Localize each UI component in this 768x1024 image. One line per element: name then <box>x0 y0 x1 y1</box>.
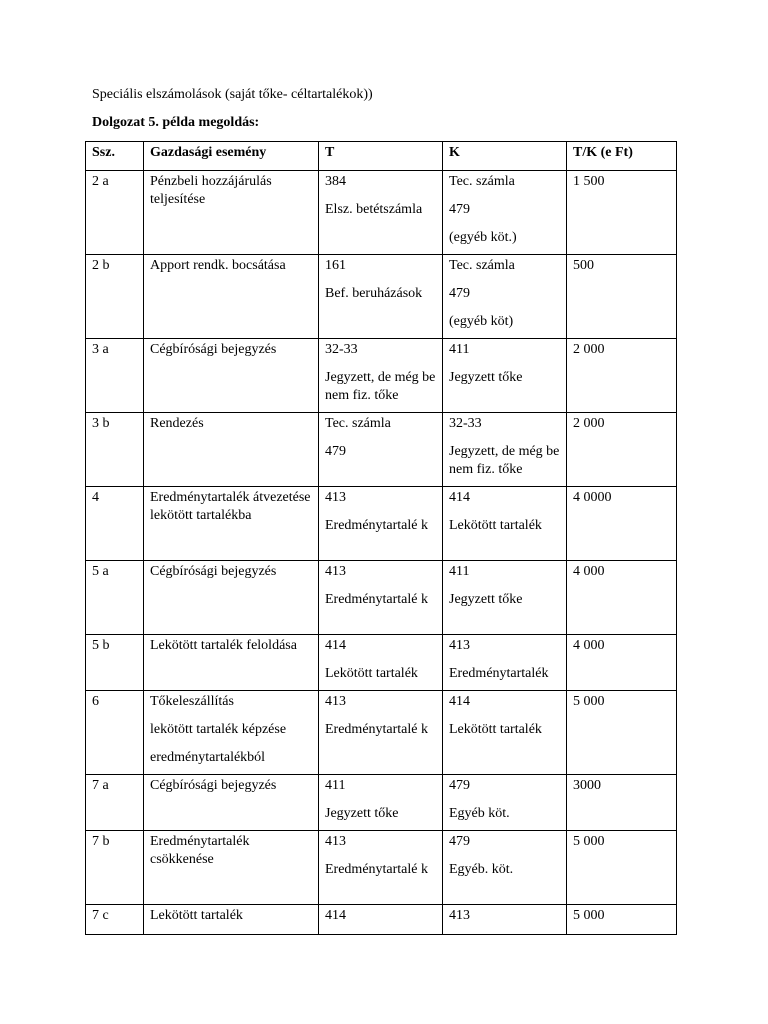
header-debit: T <box>319 142 443 171</box>
cell-debit-line: 411 <box>325 778 346 793</box>
cell-event-line: Rendezés <box>150 416 204 431</box>
table-row <box>86 171 677 255</box>
cell-event-line: lekötött tartalék képzése <box>150 722 287 737</box>
ledger-table <box>85 141 677 935</box>
cell-event <box>144 691 319 775</box>
cell-credit-line: Lekötött tartalék <box>449 518 542 533</box>
cell-debit <box>319 831 443 905</box>
table-row <box>86 775 677 831</box>
cell-credit-line: 479 <box>449 202 470 217</box>
cell-debit-line: 161 <box>325 258 346 273</box>
cell-credit-line: 479 <box>449 286 470 301</box>
table-row <box>86 413 677 487</box>
cell-credit-line: Tec. számla <box>449 174 515 189</box>
cell-credit <box>443 905 567 935</box>
cell-amount: 4 000 <box>567 635 677 691</box>
cell-credit-line: 411 <box>449 564 470 579</box>
cell-debit <box>319 775 443 831</box>
cell-credit-line: Jegyzett, de még be nem fiz. tőke <box>449 444 560 477</box>
cell-event <box>144 561 319 635</box>
cell-debit-line: 32-33 <box>325 342 358 357</box>
cell-credit <box>443 691 567 775</box>
cell-event-line: Eredménytartalék átvezetése lekötött tartalékba <box>150 490 311 523</box>
cell-credit-line: Eredménytartalék <box>449 666 549 681</box>
cell-credit-line: 479 <box>449 834 470 849</box>
cell-debit-line: Lekötött tartalék <box>325 666 418 681</box>
cell-event <box>144 635 319 691</box>
cell-event-line: Pénzbeli hozzájárulás teljesítése <box>150 174 272 207</box>
cell-event-line: eredménytartalékból <box>150 750 266 765</box>
cell-event <box>144 831 319 905</box>
cell-debit <box>319 487 443 561</box>
cell-amount: 5 000 <box>567 691 677 775</box>
cell-ssz: 3 b <box>86 413 144 487</box>
cell-event <box>144 487 319 561</box>
cell-credit <box>443 775 567 831</box>
cell-ssz: 7 c <box>86 905 144 935</box>
cell-debit <box>319 691 443 775</box>
cell-credit <box>443 635 567 691</box>
cell-credit <box>443 413 567 487</box>
cell-debit-line: Tec. számla <box>325 416 391 431</box>
cell-debit-line: Eredménytartalé k <box>325 592 429 607</box>
cell-credit <box>443 487 567 561</box>
cell-debit-line: 413 <box>325 490 346 505</box>
ledger-body <box>86 171 677 935</box>
cell-ssz: 5 a <box>86 561 144 635</box>
document-heading: Speciális elszámolások (saját tőke- céltartalékok)) <box>92 87 373 102</box>
cell-event-line: Cégbírósági bejegyzés <box>150 342 277 357</box>
cell-debit-line: Jegyzett, de még be nem fiz. tőke <box>325 370 436 403</box>
header-credit: K <box>443 142 567 171</box>
cell-event-line: Cégbírósági bejegyzés <box>150 564 277 579</box>
cell-credit-line: Egyéb köt. <box>449 806 510 821</box>
cell-debit <box>319 905 443 935</box>
cell-credit-line: 32-33 <box>449 416 482 431</box>
cell-credit-line: 479 <box>449 778 470 793</box>
cell-amount: 1 500 <box>567 171 677 255</box>
cell-debit-line: 413 <box>325 834 346 849</box>
table-row <box>86 905 677 935</box>
cell-credit-line: Lekötött tartalék <box>449 722 542 737</box>
header-event: Gazdasági esemény <box>144 142 319 171</box>
cell-amount: 5 000 <box>567 905 677 935</box>
cell-credit-line: (egyéb köt) <box>449 314 514 329</box>
cell-ssz: 2 b <box>86 255 144 339</box>
cell-ssz: 7 b <box>86 831 144 905</box>
cell-ssz: 3 a <box>86 339 144 413</box>
cell-debit-line: Jegyzett tőke <box>325 806 399 821</box>
cell-debit-line: 479 <box>325 444 346 459</box>
cell-credit-line: Jegyzett tőke <box>449 592 523 607</box>
cell-credit-line: Egyéb. köt. <box>449 862 514 877</box>
cell-credit <box>443 255 567 339</box>
cell-credit <box>443 339 567 413</box>
cell-credit-line: 414 <box>449 694 470 709</box>
cell-event-line: Tőkeleszállítás <box>150 694 234 709</box>
cell-amount: 5 000 <box>567 831 677 905</box>
header-row <box>86 142 677 171</box>
cell-ssz: 4 <box>86 487 144 561</box>
table-row <box>86 691 677 775</box>
cell-debit-line: 384 <box>325 174 346 189</box>
cell-ssz: 2 a <box>86 171 144 255</box>
cell-credit-line: 413 <box>449 638 470 653</box>
cell-credit-line: Jegyzett tőke <box>449 370 523 385</box>
cell-ssz: 6 <box>86 691 144 775</box>
cell-debit <box>319 635 443 691</box>
table-row <box>86 487 677 561</box>
cell-credit <box>443 561 567 635</box>
table-row <box>86 831 677 905</box>
cell-amount: 2 000 <box>567 339 677 413</box>
cell-debit-line: Elsz. betétszámla <box>325 202 423 217</box>
cell-credit-line: 414 <box>449 490 470 505</box>
cell-amount: 2 000 <box>567 413 677 487</box>
cell-amount: 3000 <box>567 775 677 831</box>
cell-debit-line: Eredménytartalé k <box>325 518 429 533</box>
table-row <box>86 255 677 339</box>
cell-credit-line: 411 <box>449 342 470 357</box>
cell-event <box>144 339 319 413</box>
cell-debit <box>319 561 443 635</box>
cell-debit <box>319 413 443 487</box>
cell-event <box>144 775 319 831</box>
cell-debit-line: 414 <box>325 908 346 923</box>
cell-debit-line: Eredménytartalé k <box>325 722 429 737</box>
cell-event-line: Cégbírósági bejegyzés <box>150 778 277 793</box>
cell-event-line: Eredménytartalék csökkenése <box>150 834 250 867</box>
document-subheading: Dolgozat 5. példa megoldás: <box>92 115 260 130</box>
cell-event <box>144 413 319 487</box>
cell-credit-line: 413 <box>449 908 470 923</box>
cell-amount: 4 000 <box>567 561 677 635</box>
cell-event <box>144 171 319 255</box>
cell-event-line: Apport rendk. bocsátása <box>150 258 286 273</box>
cell-debit-line: 413 <box>325 564 346 579</box>
cell-amount: 4 0000 <box>567 487 677 561</box>
table-row <box>86 339 677 413</box>
cell-debit <box>319 171 443 255</box>
table-row <box>86 635 677 691</box>
cell-event-line: Lekötött tartalék <box>150 908 243 923</box>
cell-ssz: 5 b <box>86 635 144 691</box>
cell-debit-line: Eredménytartalé k <box>325 862 429 877</box>
cell-event <box>144 905 319 935</box>
cell-debit <box>319 339 443 413</box>
cell-amount: 500 <box>567 255 677 339</box>
header-ssz: Ssz. <box>86 142 144 171</box>
cell-debit-line: 413 <box>325 694 346 709</box>
cell-event <box>144 255 319 339</box>
cell-credit <box>443 831 567 905</box>
header-amount: T/K (e Ft) <box>567 142 677 171</box>
cell-credit-line: (egyéb köt.) <box>449 230 517 245</box>
cell-credit <box>443 171 567 255</box>
cell-event-line: Lekötött tartalék feloldása <box>150 638 297 653</box>
cell-debit-line: Bef. beruházások <box>325 286 423 301</box>
cell-ssz: 7 a <box>86 775 144 831</box>
cell-debit <box>319 255 443 339</box>
cell-credit-line: Tec. számla <box>449 258 515 273</box>
cell-debit-line: 414 <box>325 638 346 653</box>
table-row <box>86 561 677 635</box>
